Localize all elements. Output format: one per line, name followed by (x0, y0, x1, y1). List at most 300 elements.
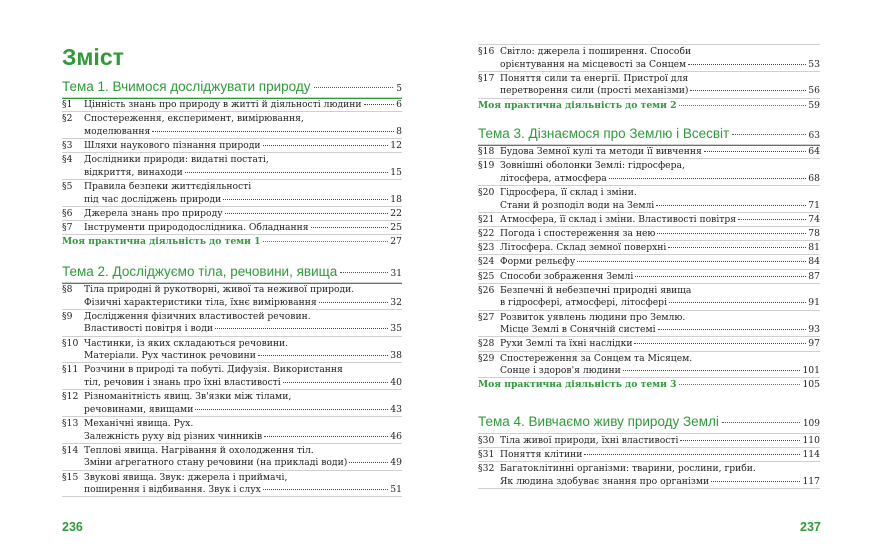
entry-line (500, 73, 820, 86)
toc-entry[interactable] (62, 222, 402, 235)
entry-line (84, 404, 402, 417)
leader-dots (152, 131, 394, 132)
entry-title: Гідросфера, її склад і зміни. (500, 187, 637, 198)
page-number: 51 (390, 484, 402, 496)
divider (478, 488, 820, 489)
entry-body (500, 353, 820, 378)
leader-dots (738, 219, 806, 220)
entry-line (500, 285, 820, 298)
toc-entry[interactable] (62, 311, 402, 336)
leader-dots (722, 422, 800, 423)
leader-dots (679, 384, 801, 385)
section-number: §5 (62, 181, 73, 192)
entry-line (500, 449, 820, 462)
toc-entry[interactable] (478, 256, 820, 269)
entry-title: Як людина здобуває знання про організми (500, 475, 710, 487)
divider (62, 220, 402, 221)
leader-dots (669, 302, 806, 303)
divider (478, 433, 820, 434)
section-number: §23 (478, 242, 495, 254)
entry-title: Місце Землі в Сонячній системі (500, 324, 656, 336)
entry-title: Спостереження за Сонцем та Місяцем. (500, 352, 693, 364)
entry-title: моделювання (84, 125, 151, 137)
entry-body (500, 187, 820, 212)
practice-link[interactable] (62, 236, 402, 247)
toc-entry[interactable] (478, 187, 820, 212)
entry-title: Розвиток уявлень людини про Землю. (500, 311, 686, 323)
page-number: 93 (808, 324, 820, 336)
toc-entry[interactable] (62, 140, 402, 153)
leader-dots (319, 302, 389, 303)
entry-title: Поняття клітини (500, 449, 583, 461)
divider (478, 212, 820, 213)
entry-title: Зміни агрегатного стану речовини (на прикладі води) (84, 457, 348, 469)
practice-title: Моя практична діяльність до теми 3 (478, 379, 677, 391)
page-number: 6 (396, 99, 402, 110)
leader-dots (349, 462, 388, 463)
leader-dots (185, 172, 389, 173)
entry-line (500, 242, 820, 255)
section-number: §30 (478, 435, 495, 446)
divider (62, 138, 402, 139)
toc-entry[interactable] (478, 271, 820, 284)
entry-line (500, 463, 820, 476)
section-number: §14 (62, 444, 79, 456)
toc-entry[interactable] (478, 449, 820, 462)
divider (62, 416, 402, 417)
toc-entry[interactable] (478, 353, 820, 378)
divider (62, 336, 402, 337)
entry-line (500, 146, 820, 159)
page-number: 31 (390, 269, 402, 279)
entry-title: Інструменти природодослідника. Обладнання (84, 222, 309, 233)
leader-dots (609, 178, 807, 179)
section-number: §4 (62, 154, 73, 166)
section-number: §25 (478, 270, 495, 282)
practice-link[interactable] (478, 100, 820, 111)
page-number: 109 (802, 419, 820, 429)
page-number: 63 (808, 131, 820, 141)
divider (478, 377, 820, 378)
entry-title: Безпечні й небезпечні природні явища (500, 284, 692, 296)
section-number: §10 (62, 337, 79, 349)
leader-dots (704, 151, 807, 152)
toc-entry[interactable] (478, 214, 820, 227)
page-number: 49 (390, 457, 402, 469)
entry-line (500, 256, 820, 269)
entry-title: Правила безпеки життєдіяльності (84, 181, 252, 192)
entry-title: Механічні явища. Рух. (84, 418, 194, 429)
page-number: 78 (808, 228, 820, 239)
entry-title: Теплові явища. Нагрівання й охолодження тіл. (84, 444, 314, 456)
entry-title: орієнтування на місцевості за Сонцем (500, 58, 687, 70)
entry-title: відкриття, винаходи (84, 166, 183, 178)
divider (478, 240, 820, 241)
entry-body (84, 338, 402, 363)
entry-line (500, 46, 820, 59)
entry-title: літосфера, атмосфера (500, 172, 607, 184)
entry-title: в гідросфері, атмосфері, літосфері (500, 297, 668, 309)
page-number: 59 (808, 99, 820, 111)
section-number: §6 (62, 207, 73, 219)
entry-line (500, 297, 820, 310)
entry-line (84, 364, 402, 377)
entry-line (84, 445, 402, 458)
page-number: 35 (390, 323, 402, 335)
entry-line (84, 297, 402, 310)
leader-dots (584, 454, 800, 455)
theme-title: Тема 4. Вивчаємо живу природу Землі (478, 414, 719, 429)
theme-heading[interactable] (478, 126, 820, 141)
entry-title: Матеріали. Рух частинок речовини (84, 350, 256, 362)
entry-line (84, 431, 402, 444)
divider (478, 447, 820, 448)
section-number: §20 (478, 187, 495, 198)
page-number: 97 (808, 338, 820, 350)
divider (478, 269, 820, 270)
leader-dots (680, 440, 800, 441)
entry-body (500, 214, 820, 227)
leader-dots (688, 64, 806, 65)
page-number: 56 (808, 85, 820, 97)
toc-entry[interactable] (478, 73, 820, 98)
entry-line (500, 187, 820, 200)
divider (62, 111, 402, 112)
entry-title: Властивості повітря і води (84, 323, 213, 335)
entry-body (84, 364, 402, 389)
divider (62, 443, 402, 444)
practice-link[interactable] (478, 379, 820, 390)
entry-title: Звукові явища. Звук: джерела і приймачі, (84, 471, 288, 483)
section-number: §1 (62, 99, 73, 110)
section-number: §21 (478, 213, 495, 225)
section-number: §22 (478, 228, 495, 239)
page-number: 15 (390, 166, 402, 178)
entry-body (84, 208, 402, 221)
entry-body (500, 463, 820, 488)
leader-dots (577, 261, 806, 262)
entry-line (84, 126, 402, 139)
entry-title: Тіла природні й рукотворні, живої та неживої природи. (84, 284, 355, 295)
page-number: 25 (390, 222, 402, 233)
divider (478, 44, 820, 45)
entry-body (500, 312, 820, 337)
entry-line (84, 99, 402, 112)
entry-title: Багатоклітинні організми: тварини, рослини, гриби. (500, 463, 756, 475)
leader-dots (634, 343, 806, 344)
entry-body (500, 146, 820, 159)
leader-dots (258, 355, 388, 356)
page-number: 101 (802, 365, 820, 377)
leader-dots (314, 87, 394, 88)
leader-dots (711, 481, 800, 482)
page-number: 117 (802, 475, 820, 487)
entry-title: Способи зображення Землі (500, 270, 634, 282)
leader-dots (364, 104, 395, 105)
toc-entry[interactable] (478, 435, 820, 448)
entry-title: Стани й розподіл води на Землі (500, 199, 655, 211)
leader-dots (623, 370, 801, 371)
divider (478, 310, 820, 311)
entry-title: Поняття сили та енергії. Пристрої для (500, 72, 689, 84)
entry-body (84, 472, 402, 497)
page-number: 110 (802, 435, 820, 446)
divider (62, 282, 402, 283)
section-number: §28 (478, 338, 495, 350)
leader-dots (225, 213, 389, 214)
page-number: 53 (808, 58, 820, 70)
page-number: 114 (802, 449, 820, 461)
divider (62, 496, 402, 497)
leader-dots (732, 134, 805, 135)
leader-dots (264, 436, 388, 437)
entry-body (84, 391, 402, 416)
toc-entry[interactable] (62, 113, 402, 138)
page-number: 43 (390, 403, 402, 415)
entry-title: Зовнішні оболонки Землі: гідросфера, (500, 160, 685, 172)
entry-title: Розчини в природі та побуті. Дифузія. Використання (84, 364, 343, 376)
entry-body (84, 140, 402, 153)
entry-title: Тіла живої природи, їхні властивості (500, 435, 679, 446)
entry-line (84, 484, 402, 497)
divider (478, 254, 820, 255)
leader-dots (679, 105, 807, 106)
page-number: 84 (808, 256, 820, 268)
practice-title: Моя практична діяльність до теми 2 (478, 99, 677, 111)
entry-title: Спостереження, експеримент, вимірювання, (84, 113, 304, 125)
entry-title: Різноманітність явищ. Зв'язки між тілами, (84, 391, 292, 403)
page-number: 81 (808, 242, 820, 254)
leader-dots (263, 489, 388, 490)
entry-title: речовинами, явищами (84, 403, 194, 415)
entry-line (500, 59, 820, 72)
divider (62, 362, 402, 363)
leader-dots (311, 227, 389, 228)
page-number: 64 (808, 146, 820, 157)
theme-title: Тема 3. Дізнаємося про Землю і Всесвіт (478, 126, 730, 141)
toc-entry[interactable] (478, 312, 820, 337)
leader-dots (690, 90, 806, 91)
section-number: §16 (478, 46, 495, 57)
entry-line (84, 338, 402, 351)
section-number: §13 (62, 418, 79, 429)
entry-line (500, 476, 820, 489)
left-page-number: 236 (62, 520, 83, 534)
entry-line (84, 113, 402, 126)
entry-body (500, 435, 820, 448)
toc-entry[interactable] (62, 181, 402, 206)
toc-entry[interactable] (62, 338, 402, 363)
toc-entry[interactable] (478, 242, 820, 255)
entry-line (500, 85, 820, 98)
entry-line (500, 365, 820, 378)
toc-entry[interactable] (478, 160, 820, 185)
toc-entry[interactable] (478, 463, 820, 488)
entry-title: Фізичні характеристики тіла, їхнє вимірювання (84, 296, 317, 308)
section-number: §27 (478, 311, 495, 323)
entry-title: Частинки, із яких складаються речовини. (84, 337, 289, 349)
divider (478, 144, 820, 145)
page-number: 71 (808, 199, 820, 211)
theme-heading[interactable] (62, 79, 402, 94)
page-number: 40 (390, 376, 402, 388)
toc-entry[interactable] (478, 338, 820, 351)
divider (478, 158, 820, 159)
leader-dots (657, 233, 806, 234)
leader-dots (658, 329, 807, 330)
entry-line (84, 350, 402, 363)
page-number: 74 (808, 213, 820, 225)
section-number: §12 (62, 391, 79, 403)
entry-title: Дослідження фізичних властивостей речовин. (84, 310, 311, 322)
leader-dots (340, 272, 387, 273)
section-number: §31 (478, 449, 495, 461)
toc-entry[interactable] (62, 154, 402, 179)
toc-entry[interactable] (478, 46, 820, 71)
page-number: 68 (808, 172, 820, 184)
toc-entry[interactable] (478, 146, 820, 159)
entry-line (500, 228, 820, 241)
divider (478, 336, 820, 337)
entry-line (500, 160, 820, 173)
leader-dots (263, 241, 389, 242)
entry-body (84, 113, 402, 138)
leader-dots (195, 409, 388, 410)
theme-title: Тема 2. Досліджуємо тіла, речовини, явища (62, 264, 338, 279)
entry-line (500, 353, 820, 366)
page-number: 38 (390, 350, 402, 362)
divider (62, 389, 402, 390)
entry-body (84, 311, 402, 336)
divider (478, 351, 820, 352)
leader-dots (283, 382, 389, 383)
practice-title: Моя практична діяльність до теми 1 (62, 236, 261, 248)
toc-entry[interactable] (62, 391, 402, 416)
entry-body (500, 73, 820, 98)
page-number: 12 (390, 140, 402, 151)
leader-dots (656, 205, 806, 206)
entry-title: Сонце і здоров'я людини (500, 365, 621, 377)
entry-line (500, 324, 820, 337)
entry-line (500, 312, 820, 325)
entry-title: Цінність знань про природу в житті й діяльності людини (84, 99, 362, 110)
entry-body (84, 418, 402, 443)
page-number: 27 (390, 236, 402, 248)
section-number: §24 (478, 256, 495, 268)
theme-heading[interactable] (478, 414, 820, 429)
entry-title: Будова Земної кулі та методи її вивчення (500, 146, 702, 157)
entry-line (84, 418, 402, 431)
entry-line (500, 173, 820, 186)
toc-entry[interactable] (62, 445, 402, 470)
divider (478, 461, 820, 462)
leader-dots (223, 199, 388, 200)
entry-body (84, 445, 402, 470)
entry-line (84, 377, 402, 390)
toc-entry[interactable] (478, 228, 820, 241)
divider (62, 234, 402, 235)
entry-body (84, 154, 402, 179)
entry-body (500, 46, 820, 71)
page-number: 18 (390, 193, 402, 205)
entry-title: перетворення сили (прості механізми) (500, 85, 689, 97)
section-number: §11 (62, 364, 79, 376)
entry-title: Погода і спостереження за нею (500, 228, 656, 239)
toc-entry[interactable] (62, 284, 402, 309)
entry-line (84, 208, 402, 221)
entry-line (84, 457, 402, 470)
divider (62, 309, 402, 310)
leader-dots (635, 276, 806, 277)
section-number: §29 (478, 352, 495, 364)
entry-body (500, 242, 820, 255)
entry-line (84, 323, 402, 336)
page-number: 32 (390, 296, 402, 308)
entry-body (500, 285, 820, 310)
entry-line (84, 167, 402, 180)
entry-line (84, 194, 402, 207)
divider (62, 470, 402, 471)
entry-body (84, 284, 402, 309)
theme-heading[interactable] (62, 264, 402, 279)
toc-entry[interactable] (62, 208, 402, 221)
entry-body (500, 338, 820, 351)
entry-line (500, 214, 820, 227)
entry-body (500, 160, 820, 185)
page-number: 105 (802, 379, 820, 391)
section-number: §7 (62, 222, 73, 233)
entry-title: Дослідники природи: видатні постаті, (84, 154, 269, 166)
section-number: §3 (62, 140, 73, 151)
entry-body (500, 449, 820, 462)
entry-line (84, 140, 402, 153)
divider (478, 185, 820, 186)
entry-body (84, 181, 402, 206)
toc-entry[interactable] (62, 99, 402, 112)
entry-title: Залежність руху від різних чинників (84, 430, 263, 442)
entry-title: Світло: джерела і поширення. Способи (500, 46, 692, 57)
page-number: 91 (808, 297, 820, 309)
entry-line (84, 181, 402, 194)
page-number: 8 (396, 125, 402, 137)
entry-line (84, 222, 402, 235)
entry-line (500, 435, 820, 448)
entry-line (500, 200, 820, 213)
section-number: §18 (478, 146, 495, 157)
toc-entry[interactable] (62, 364, 402, 389)
divider (478, 71, 820, 72)
divider (62, 206, 402, 207)
entry-title: тіл, речовин і знань про їхні властивості (84, 376, 281, 388)
right-page-number: 237 (800, 520, 821, 534)
toc-entry[interactable] (478, 285, 820, 310)
entry-line (84, 311, 402, 324)
leader-dots (668, 247, 806, 248)
divider (62, 152, 402, 153)
section-number: §17 (478, 72, 495, 84)
entry-title: поширення і відбивання. Звук і слух (84, 484, 261, 496)
section-number: §2 (62, 113, 73, 125)
theme-title: Тема 1. Вчимося досліджувати природу (62, 79, 311, 94)
contents-heading: Зміст (62, 44, 124, 70)
page-number: 22 (390, 207, 402, 219)
toc-entry[interactable] (62, 472, 402, 497)
entry-body (84, 222, 402, 235)
toc-entry[interactable] (62, 418, 402, 443)
entry-body (500, 256, 820, 269)
section-number: §9 (62, 310, 73, 322)
section-number: §15 (62, 471, 79, 483)
